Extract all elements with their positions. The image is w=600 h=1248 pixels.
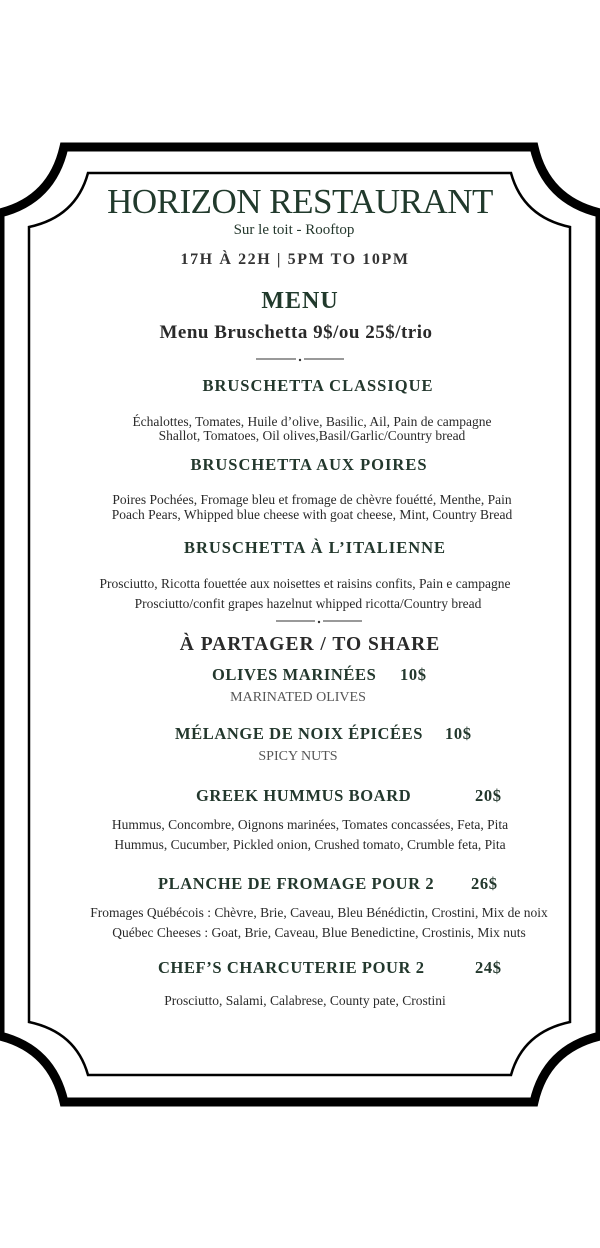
bruschetta-italienne-desc-fr: Prosciutto, Ricotta fouettée aux noisettes et raisins confits, Pain e campagne [99,576,511,591]
menu-item-charcuterie [158,958,503,978]
menu-item-noix [175,724,475,744]
menu-title: MENU [261,288,339,314]
item-name: CHEF’S CHARCUTERIE POUR 2 [158,958,425,977]
bruschetta-classique-desc-fr: Échalottes, Tomates, Huile d’olive, Basilic, Ail, Pain de campagne [132,414,492,429]
fromage-desc-en: Québec Cheeses : Goat, Brie, Caveau, Blue Benedictine, Crostinis, Mix nuts [112,925,526,940]
item-subtitle: SPICY NUTS [258,749,338,764]
section-divider [256,354,344,364]
bruschetta-poires-desc-fr: Poires Pochées, Fromage bleu et fromage de chèvre fouétté, Menthe, Pain [112,492,512,507]
bruschetta-classique-desc-en: Shallot, Tomatoes, Oil olives,Basil/Garlic/Country bread [158,428,466,443]
item-name: GREEK HUMMUS BOARD [196,786,412,805]
menu-subtitle: Menu Bruschetta 9$/ou 25$/trio [159,322,433,343]
fromage-desc-fr: Fromages Québécois : Chèvre, Brie, Caveau, Bleu Bénédictin, Crostini, Mix de noix [90,905,548,920]
hummus-desc-fr: Hummus, Concombre, Oignons marinées, Tomates concassées, Feta, Pita [111,817,509,832]
item-price: 24$ [475,958,502,977]
item-name: MÉLANGE DE NOIX ÉPICÉES [175,724,424,743]
menu-item-olives [212,665,432,685]
bruschetta-classique-title: BRUSCHETTA CLASSIQUE [202,376,434,395]
restaurant-tagline: Sur le toit - Rooftop [233,222,355,238]
share-section-heading: À PARTAGER / TO SHARE [179,634,441,655]
section-divider [276,616,362,626]
restaurant-name: HORIZON RESTAURANT [107,182,493,221]
opening-hours: 17H À 22H | 5PM TO 10PM [180,251,410,268]
item-price: 10$ [400,665,427,684]
item-name: OLIVES MARINÉES [212,665,377,684]
bruschetta-italienne-title: BRUSCHETTA À L’ITALIENNE [183,538,447,557]
menu-item-hummus [196,786,506,806]
item-subtitle: MARINATED OLIVES [230,690,366,705]
hummus-desc-en: Hummus, Cucumber, Pickled onion, Crushed tomato, Crumble feta, Pita [114,837,506,852]
item-price: 10$ [445,724,472,743]
item-name: PLANCHE DE FROMAGE POUR 2 [158,874,435,893]
bruschetta-poires-title: BRUSCHETTA AUX POIRES [190,455,428,474]
charcuterie-desc: Prosciutto, Salami, Calabrese, County pate, Crostini [164,993,446,1008]
item-price: 20$ [475,786,502,805]
bruschetta-poires-desc-en: Poach Pears, Whipped blue cheese with goat cheese, Mint, Country Bread [111,507,513,522]
item-price: 26$ [471,874,498,893]
bruschetta-italienne-desc-en: Prosciutto/confit grapes hazelnut whipped ricotta/Country bread [134,596,482,611]
menu-item-fromage [158,874,503,894]
